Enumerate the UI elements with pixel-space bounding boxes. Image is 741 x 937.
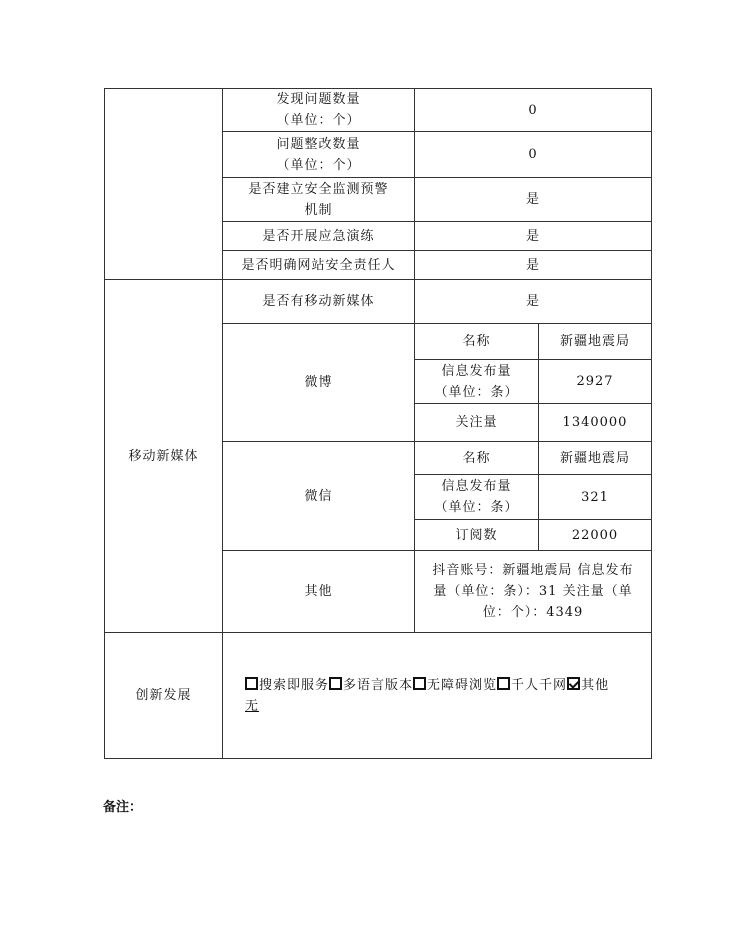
wechat-posts-value: 321 <box>539 475 652 520</box>
wechat-label: 微信 <box>223 442 415 551</box>
issues-found-label: 发现问题数量 （单位：个） <box>223 89 415 132</box>
issues-fixed-value: 0 <box>415 132 652 178</box>
checkbox-multilingual[interactable] <box>329 677 342 690</box>
wechat-subs-value: 22000 <box>539 520 652 551</box>
mobile-section-label: 移动新媒体 <box>105 280 223 633</box>
checkbox-personalized[interactable] <box>497 677 510 690</box>
other-label: 其他 <box>223 551 415 633</box>
monitoring-label: 是否建立安全监测预警 机制 <box>223 178 415 222</box>
has-mobile-label: 是否有移动新媒体 <box>223 280 415 324</box>
weibo-followers-label: 关注量 <box>415 404 539 442</box>
wechat-name-label: 名称 <box>415 442 539 475</box>
innovation-section-label: 创新发展 <box>105 633 223 759</box>
weibo-followers-value: 1340000 <box>539 404 652 442</box>
responsible-value: 是 <box>415 251 652 280</box>
weibo-posts-value: 2927 <box>539 360 652 404</box>
weibo-name-label: 名称 <box>415 324 539 360</box>
option-other: 其他 <box>581 677 610 693</box>
remark-label: 备注： <box>103 800 143 815</box>
option-multilingual: 多语言版本 <box>343 677 414 693</box>
has-mobile-value: 是 <box>415 280 652 324</box>
option-search-service: 搜索即服务 <box>259 677 330 693</box>
report-table <box>104 88 652 759</box>
weibo-posts-label: 信息发布量 （单位：条） <box>415 360 539 404</box>
wechat-name-value: 新疆地震局 <box>539 442 652 475</box>
weibo-name-value: 新疆地震局 <box>539 324 652 360</box>
monitoring-value: 是 <box>415 178 652 222</box>
drill-label: 是否开展应急演练 <box>223 222 415 251</box>
responsible-label: 是否明确网站安全责任人 <box>223 251 415 280</box>
issues-fixed-label: 问题整改数量 （单位：个） <box>223 132 415 178</box>
issues-found-value: 0 <box>415 89 652 132</box>
option-accessibility: 无障碍浏览 <box>427 677 498 693</box>
checkbox-other[interactable] <box>567 677 580 690</box>
option-personalized: 千人千网 <box>511 677 568 693</box>
drill-value: 是 <box>415 222 652 251</box>
checkbox-accessibility[interactable] <box>413 677 426 690</box>
other-text: 无 <box>245 698 260 714</box>
innovation-options <box>223 633 652 759</box>
other-value: 抖音账号：新疆地震局 信息发布 量（单位：条）：31 关注量（单 位：个）：4349 <box>415 551 652 633</box>
weibo-label: 微博 <box>223 324 415 442</box>
wechat-posts-label: 信息发布量 （单位：条） <box>415 475 539 520</box>
security-section-cell <box>105 89 223 280</box>
wechat-subs-label: 订阅数 <box>415 520 539 551</box>
checkbox-search-service[interactable] <box>245 677 258 690</box>
